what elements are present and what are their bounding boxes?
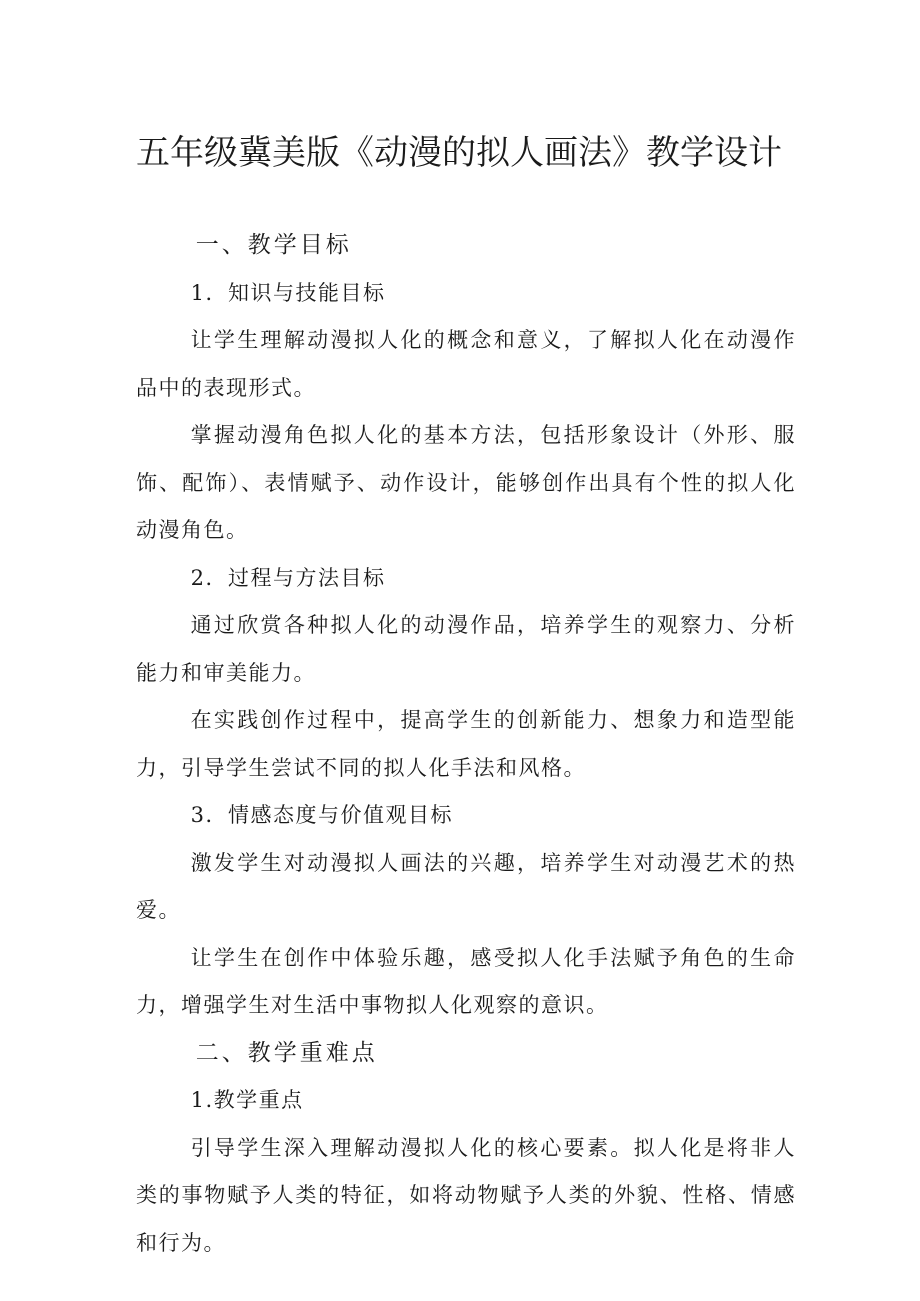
section-heading-objectives: 一、教学目标 — [195, 232, 352, 258]
subheading-key-points: 1.教学重点 — [190, 1088, 304, 1112]
subheading-process-method: 2．过程与方法目标 — [190, 565, 386, 590]
paragraph: 让学生理解动漫拟人化的概念和意义，了解拟人化在动漫作品中的表现形式。 — [136, 328, 796, 400]
paragraph: 激发学生对动漫拟人画法的兴趣，培养学生对动漫艺术的热爱。 — [136, 850, 796, 922]
subheading-emotion-values: 3．情感态度与价值观目标 — [190, 803, 453, 827]
section-heading-key-difficult-points: 二、教学重难点 — [195, 1039, 378, 1066]
document-title: 五年级冀美版《动漫的拟人画法》教学设计 — [136, 133, 782, 173]
paragraph: 引导学生深入理解动漫拟人化的核心要素。拟人化是将非人类的事物赋予人类的特征，如将动物赋予人类的外貌、性格、情感和行为。 — [136, 1135, 796, 1255]
paragraph: 掌握动漫角色拟人化的基本方法，包括形象设计（外形、服饰、配饰）、表情赋予、动作设计，能够创作出具有个性的拟人化动漫角色。 — [136, 423, 796, 542]
subheading-knowledge-skills: 1．知识与技能目标 — [190, 280, 386, 305]
paragraph: 让学生在创作中体验乐趣，感受拟人化手法赋予角色的生命力，增强学生对生活中事物拟人化观察的意识。 — [136, 945, 796, 1017]
paragraph: 通过欣赏各种拟人化的动漫作品，培养学生的观察力、分析能力和审美能力。 — [136, 613, 796, 685]
document-body — [136, 222, 796, 1267]
paragraph: 在实践创作过程中，提高学生的创新能力、想象力和造型能力，引导学生尝试不同的拟人化手法和风格。 — [136, 708, 796, 780]
